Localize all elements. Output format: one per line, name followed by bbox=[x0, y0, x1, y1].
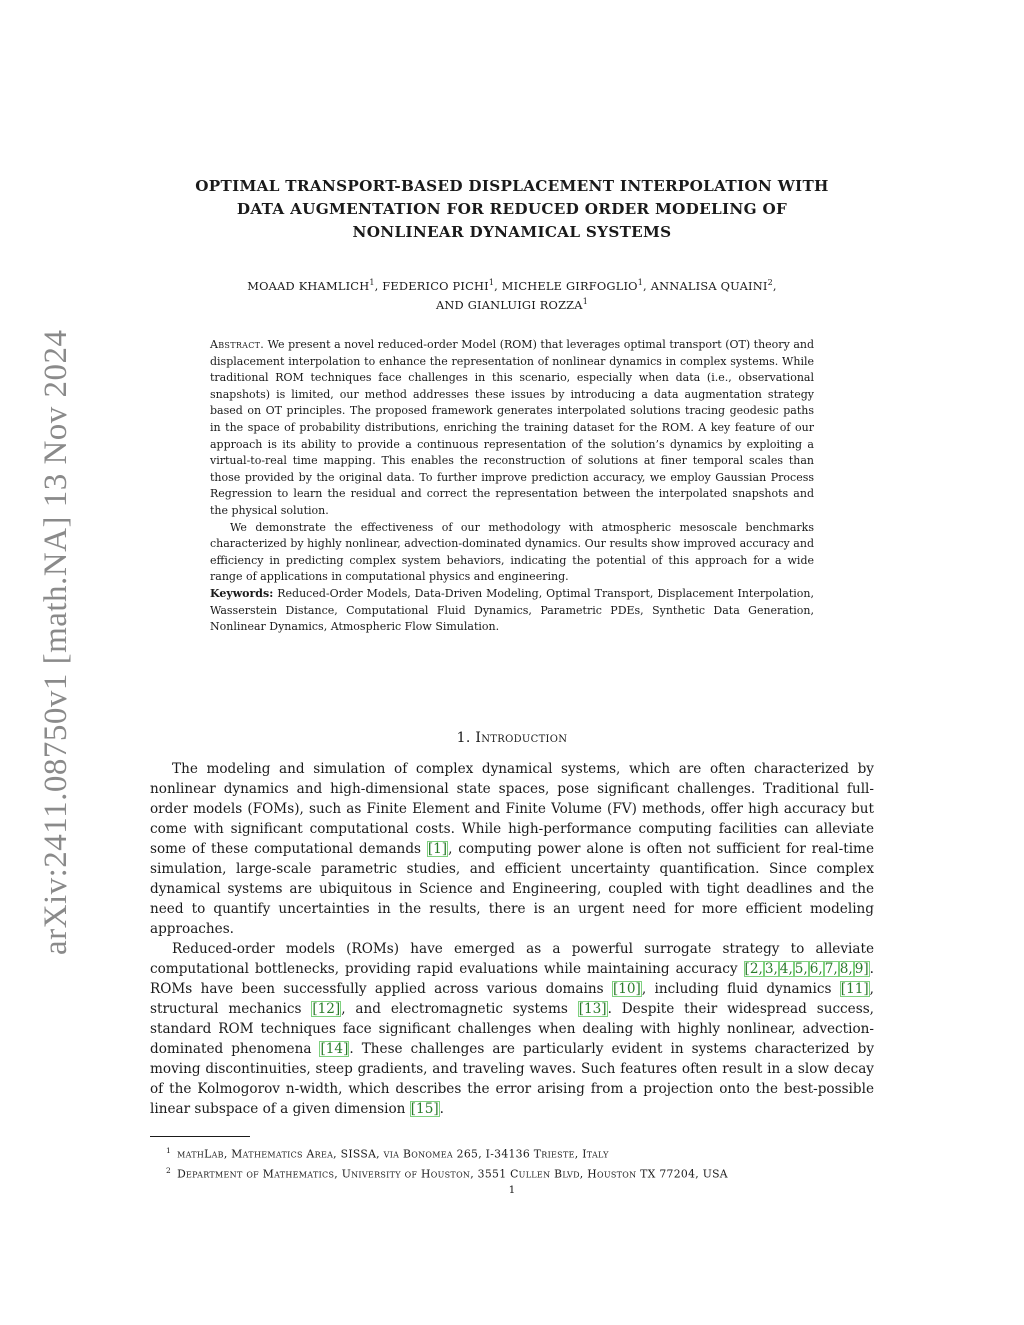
affiliation-mark: 1 bbox=[488, 278, 495, 287]
citation-link[interactable]: 9] bbox=[854, 961, 869, 977]
citation-link[interactable]: [12] bbox=[312, 1001, 341, 1017]
paper-title bbox=[150, 175, 874, 244]
text-run: , computing power alone is often not sufficient for real-time simulation, large-scale parametric studies, and efficient uncertainty quantification. Since complex dynamical systems are ubiquitous in Science and Engineering, coupled with tight deadlines and the need to quantify uncertainties in the results, there is an urgent need for more efficient modeling approaches. bbox=[150, 841, 874, 937]
author-name: MOAAD KHAMLICH bbox=[247, 278, 370, 293]
title-line: NONLINEAR DYNAMICAL SYSTEMS bbox=[352, 223, 672, 241]
citation-link[interactable]: 4, bbox=[779, 961, 793, 977]
title-line: OPTIMAL TRANSPORT-BASED DISPLACEMENT INTERPOLATION WITH bbox=[195, 177, 829, 195]
affiliation-mark: 1 bbox=[582, 296, 589, 306]
separator: , bbox=[643, 278, 651, 293]
text-run: . ROMs have been successfully applied across various domains bbox=[150, 961, 874, 997]
introduction-body bbox=[150, 759, 874, 1119]
citation-link[interactable]: 5, bbox=[794, 961, 808, 977]
author-name: FEDERICO PICHI bbox=[382, 278, 489, 293]
keywords-text: Reduced-Order Models, Data-Driven Modeling, Optimal Transport, Displacement Interpolation, Wasserstein Distance, Computational Fluid Dynamics, Parametric PDEs, Synthetic Data Generation, Nonlinear Dynamics, Atmospheric Flow Simulation. bbox=[210, 586, 814, 634]
keywords-label: Keywords: bbox=[210, 586, 274, 600]
affiliation-mark: 1 bbox=[369, 278, 375, 287]
abstract-text: We present a novel reduced-order Model (ROM) that leverages optimal transport (OT) theory and displacement interpolation to enhance the representation of nonlinear dynamics in complex systems. While traditional ROM techniques face challenges in this scenario, especially when data (i.e., observational snapshots) is limited, our method addresses these issues by introducing a data augmentation strategy based on OT principles. The proposed framework generates interpolated solutions tracing geodesic paths in the space of probability distributions, enriching the training dataset for the ROM. A key feature of our approach is its ability to provide a continuous representation of the solution’s dynamics by exploiting a virtual-to-real time mapping. This enables the reconstruction of solutions at finer temporal scales than those provided by the original data. To further improve prediction accuracy, we employ Gaussian Process Regression to learn the residual and correct the representation between the interpolated snapshots and the physical solution. bbox=[210, 338, 814, 517]
abstract bbox=[210, 337, 814, 636]
text-run: . Despite their widespread success, standard ROM techniques face significant challenges when dealing with highly nonlinear, advection-dominated phenomena bbox=[150, 1001, 874, 1057]
citation-link[interactable]: [1] bbox=[427, 841, 448, 857]
affiliation-mark: 1 bbox=[637, 278, 644, 287]
citation-link[interactable]: [14] bbox=[320, 1041, 349, 1057]
citation-link[interactable]: 7, bbox=[824, 961, 838, 977]
footnote bbox=[150, 1143, 874, 1163]
footnotes bbox=[150, 1143, 874, 1182]
footnote-marker: 2 bbox=[166, 1165, 172, 1175]
separator: , bbox=[494, 278, 502, 293]
section-number: 1. bbox=[456, 730, 471, 746]
author-line-2 bbox=[150, 294, 874, 313]
text-run: . These challenges are particularly evident in systems characterized by moving discontinuities, steep gradients, and traveling waves. Such features often result in a slow decay of the Kolmogorov n-width, which describes the error arising from a projection onto the best-possible linear subspace of a given dimension bbox=[150, 1041, 874, 1117]
text-run: The modeling and simulation of complex dynamical systems, which are often characterized by nonlinear dynamics and high-dimensional state spaces, pose significant challenges. Traditional full-order models (FOMs), such as Finite Element and Finite Volume (FV) methods, offer high accuracy but come with significant computational costs. While high-performance computing facilities can alleviate some of these computational demands bbox=[150, 761, 874, 857]
paragraph bbox=[150, 759, 874, 939]
citation-link[interactable]: [2, bbox=[744, 961, 763, 977]
section-title: Introduction bbox=[475, 730, 568, 746]
title-line: DATA AUGMENTATION FOR REDUCED ORDER MODELING OF bbox=[236, 200, 788, 218]
citation-link[interactable]: 6, bbox=[809, 961, 823, 977]
footnote-marker: 1 bbox=[166, 1146, 172, 1155]
citation-link[interactable]: [10] bbox=[612, 981, 641, 997]
affiliation-mark: 2 bbox=[767, 278, 773, 287]
citation-link[interactable]: [13] bbox=[578, 1001, 607, 1017]
text-run: Reduced-order models (ROMs) have emerged as a powerful surrogate strategy to alleviate computational bottlenecks, providing rapid evaluations while maintaining accuracy bbox=[150, 941, 874, 977]
paragraph bbox=[150, 939, 874, 1119]
abstract-paragraph: We demonstrate the effectiveness of our methodology with atmospheric mesoscale benchmarks characterized by highly nonlinear, advection-dominated dynamics. Our results show improved accuracy and efficiency in predicting complex system behaviors, indicating the potential of this approach for a wide range of applications in computational physics and engineering. bbox=[210, 520, 814, 584]
arxiv-identifier-stamp: arXiv:2411.08750v1 [math.NA] 13 Nov 2024 bbox=[38, 329, 74, 955]
author-name: AND GIANLUIGI ROZZA bbox=[435, 297, 583, 312]
citation-link[interactable]: 8, bbox=[839, 961, 853, 977]
author-name: ANNALISA QUAINI bbox=[650, 278, 768, 293]
citation-link[interactable]: [15] bbox=[410, 1101, 439, 1117]
text-run: , including fluid dynamics bbox=[641, 981, 840, 997]
author-line-1: MOAAD KHAMLICH$^1$, FEDERICO PICHI$^1$, MICHELE GIRFOGLIO$^1$, ANNALISA QUAINI$^2$, bbox=[247, 278, 777, 293]
text-run: , and electromagnetic systems bbox=[341, 1001, 578, 1017]
page-number: 1 bbox=[508, 1184, 516, 1196]
abstract-label: Abstract. bbox=[210, 338, 265, 351]
citation-link[interactable]: [11] bbox=[840, 981, 869, 997]
text-run: . bbox=[439, 1101, 444, 1117]
footnote-text: Department of Mathematics, University of Houston, 3551 Cullen Blvd, Houston TX 77204, USA bbox=[177, 1167, 728, 1181]
footnote-text: mathLab, Mathematics Area, SISSA, via Bonomea 265, I-34136 Trieste, Italy bbox=[177, 1147, 609, 1161]
footnote bbox=[150, 1163, 874, 1183]
separator: , bbox=[374, 278, 383, 293]
citation-link[interactable]: 3, bbox=[764, 961, 778, 977]
author-name: MICHELE GIRFOGLIO bbox=[501, 278, 638, 293]
text-run: , structural mechanics bbox=[150, 981, 874, 1017]
author-list bbox=[150, 275, 874, 313]
abstract-paragraph bbox=[210, 337, 814, 520]
footnote-divider bbox=[150, 1136, 250, 1137]
section-heading bbox=[150, 730, 874, 746]
keywords bbox=[210, 586, 814, 636]
